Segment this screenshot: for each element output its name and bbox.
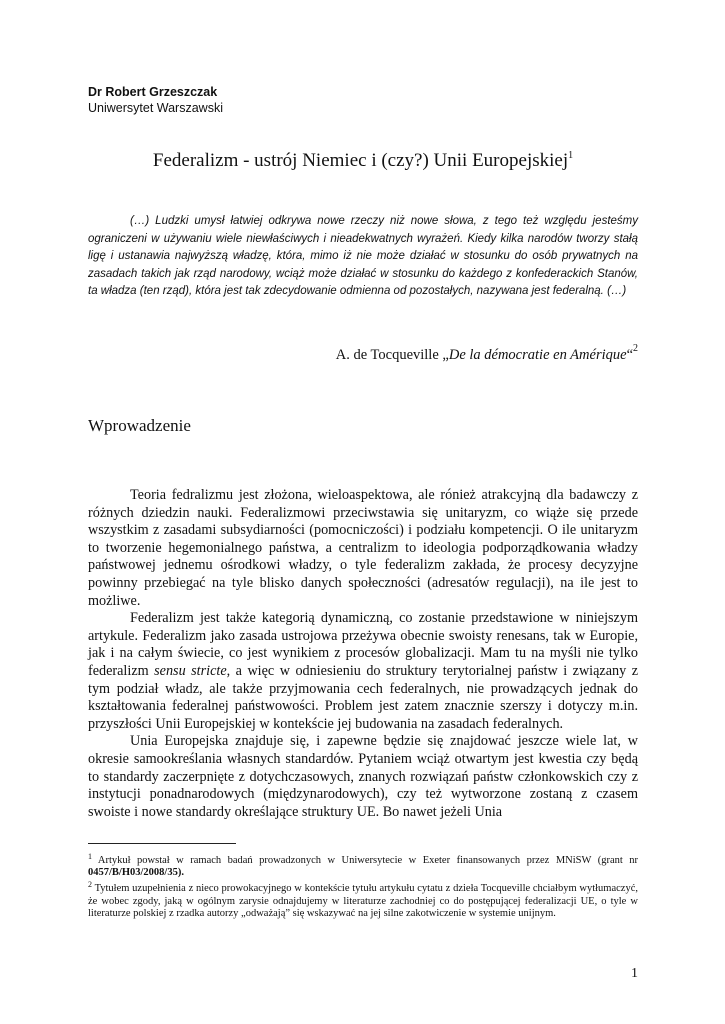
epigraph-attribution (336, 343, 638, 364)
attribution-footnote-ref[interactable]: 2 (633, 343, 638, 354)
footnote-2 (88, 879, 638, 920)
footnote-divider (88, 843, 236, 844)
footnotes (88, 851, 638, 920)
epigraph-quote: (…) Ludzki umysł łatwiej odkrywa nowe rzeczy niż nowe słowa, z tego też względu jesteśmy ograniczeni w używaniu wiele niewłaściwych i nieadekwatnych wyrażeń. Kiedy kilka narodów tworzy stałą ligę i ustanawia najwyższą władzę, która, mimo iż nie może działać w stosunku do osób prywatnych na zasadach takich jak rząd narodowy, wciąż może działać w stosunku do każdego z konfederackich Stanów, ta władza (ten rząd), która jest tak zdecydowanie odmienna od pozostałych, nazywana jest federalną. (…) (88, 215, 638, 298)
author-affiliation: Uniwersytet Warszawski (88, 101, 223, 115)
footnote-2-number: 2 (88, 880, 92, 890)
paragraph-text: Federalizm jest także kategorią dynamiczną, co zostanie przedstawione w niniejszym artykule. Federalizm jako zasada ustrojowa przeżywa obecnie swoisty renesans, tak w Europie, jak i na całym świecie, co jest wynikiem z procesów globalizacji. Mam tu na myśli nie tylko federalizm (88, 610, 638, 679)
footnote-2-text: Tytułem uzupełnienia z nieco prowokacyjnego w kontekście tytułu artykułu cytatu z dzieła Tocqueville chciałbym wytłumaczyć, że wobec zgody, jaką w ogólnym zarysie odnajdujemy w literaturze zachodniej co do postępującej federalizacji UE, o tyle w literaturze polskiej z rzadka autorzy „odważają” się wskazywać na jej silne zakotwiczenie w systemie unijnym. (88, 883, 638, 919)
section-heading: Wprowadzenie (88, 416, 191, 435)
page-number: 1 (631, 966, 638, 981)
body-paragraph: Unia Europejska znajduje się, i zapewne będzie się znajdować jeszcze wiele lat, w okresie samookreślania własnych standardów. Pytaniem wciąż otwartym jest kwestia czy będą to standardy zaczerpnięte z dotychczasowych, znanych rozwiązań państw członkowskich czy z instytucji ponadnarodowych (międzynarodowych), czy też wytworzone zostaną z czasem swoiste i nowe standardy określające struktury UE. Bo nawet jeżeli Unia (88, 733, 638, 820)
attribution-prefix: A. de Tocqueville „ (335, 347, 449, 363)
author-block (88, 84, 223, 116)
paragraph-text: , a więc w odniesieniu do struktury terytorialnej państw i związany z tym podział władz, ale także przyjmowania cech federalnych, nie prowadzących jednak do kształtowania federalnej państwowości. Problem jest zatem znacznie szerszy i dotyczy m.in. przyszłości Unii Europejskiej w kontekście jej budowania na zasadach federalnych. (88, 662, 638, 732)
body-text (88, 487, 638, 821)
attribution-suffix: “ (626, 347, 633, 363)
footnote-1-text: Artykuł powstał w ramach badań prowadzonych w Uniwersytecie w Exeter finansowanych przez MNiSW (grant nr (92, 855, 638, 866)
paragraph-emphasis: sensu stricte (154, 662, 227, 679)
article-title-text: Federalizm - ustrój Niemiec i (czy?) Unii Europejskiej (152, 150, 569, 171)
footnote-1-number: 1 (88, 852, 92, 861)
article-title (88, 150, 638, 172)
footnote-1-grant: 0457/B/H03/2008/35). (88, 867, 184, 879)
footnote-1 (88, 851, 638, 879)
body-paragraph: Teoria fedralizmu jest złożona, wieloaspektowa, ale rónież atrakcyjną dla badawczy z różnych dziedzin nauki. Federalizmowi przeciwstawia się unitaryzm, co wiąże się przede wszystkim z zasadami subsydiarności (pomocniczości) i podziału kompetencji. O ile unitaryzm to tworzenie hegemonialnego państwa, a centralizm to ideologia podporządkowania władzy państwowej jednemu ośrodkowi władzy, o tyle federalizm zakłada, że procesy decyzyjne powinny przebiegać na tyle blisko danych społeczności (adresatów regulacji), na ile jest to możliwe. (88, 487, 638, 609)
title-footnote-ref[interactable]: 1 (568, 150, 574, 161)
body-paragraph (88, 610, 638, 733)
author-name: Dr Robert Grzeszczak (88, 85, 218, 99)
attribution-work: De la démocratie en Amérique (448, 347, 627, 363)
